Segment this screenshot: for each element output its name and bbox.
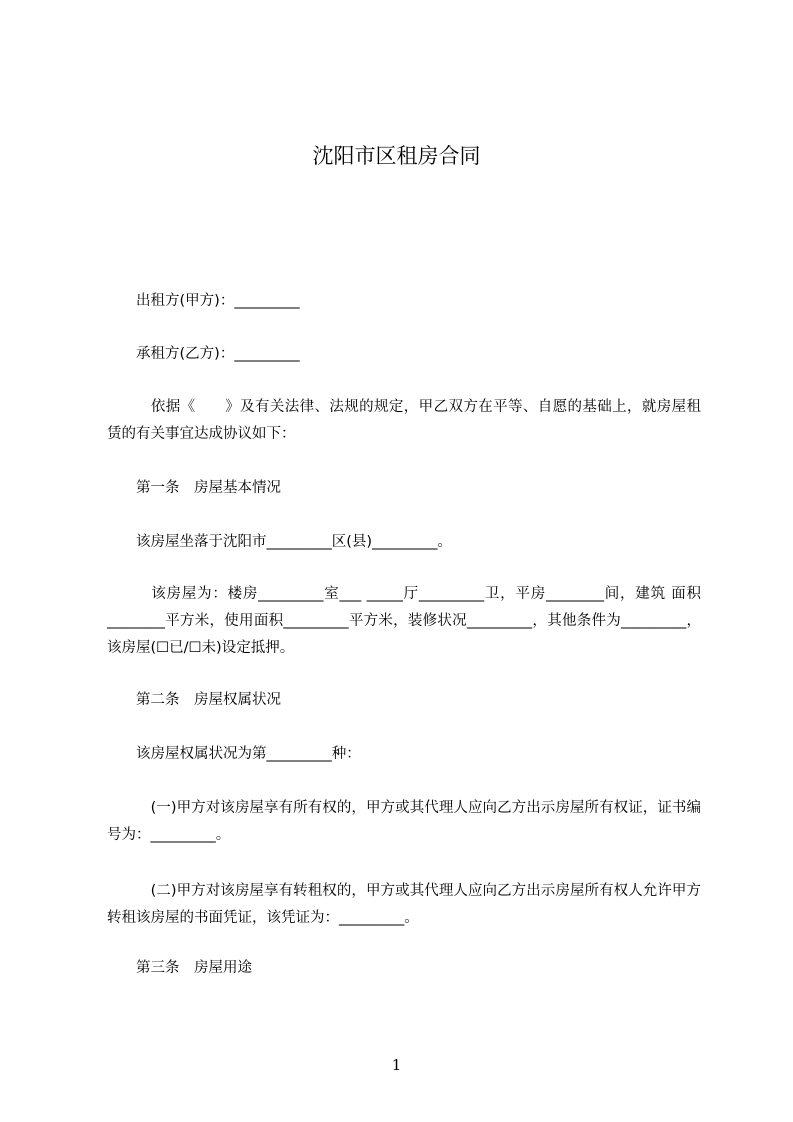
lessor-line: 出租方(甲方)：_________ <box>136 293 300 309</box>
property-details-paragraph: 该房屋为：楼房_________室___ _____厅_________卫，平房________间，建筑 面积________平方米，使用面积_________平方米，装修状况_________，其他条件为_________，该房屋(☐已/☐未)设定抵押。 <box>107 586 701 656</box>
article-1-heading: 第一条 房屋基本情况 <box>136 480 281 496</box>
ownership-type-line: 该房屋权属状况为第_________种： <box>136 746 361 762</box>
lessee-line: 承租方(乙方)：_________ <box>136 346 300 362</box>
document-title: 沈阳市区租房合同 <box>312 144 481 168</box>
page-number: 1 <box>391 1056 402 1074</box>
ownership-clause-1: (一)甲方对该房屋享有所有权的，甲方或其代理人应向乙方出示房屋所有权证，证书编号为：_________。 <box>107 800 701 843</box>
preamble-paragraph: 依据《 》及有关法律、法规的规定，甲乙双方在平等、自愿的基础上，就房屋租赁的有关事宜达成协议如下： <box>107 399 701 442</box>
article-3-heading: 第三条 房屋用途 <box>136 960 252 976</box>
ownership-clause-2: (二)甲方对该房屋享有转租权的，甲方或其代理人应向乙方出示房屋所有权人允许甲方转租该房屋的书面凭证，该凭证为：_________。 <box>107 883 701 926</box>
property-location-line: 该房屋坐落于沈阳市_________区(县)_________。 <box>136 534 452 550</box>
article-2-heading: 第二条 房屋权属状况 <box>136 692 281 708</box>
